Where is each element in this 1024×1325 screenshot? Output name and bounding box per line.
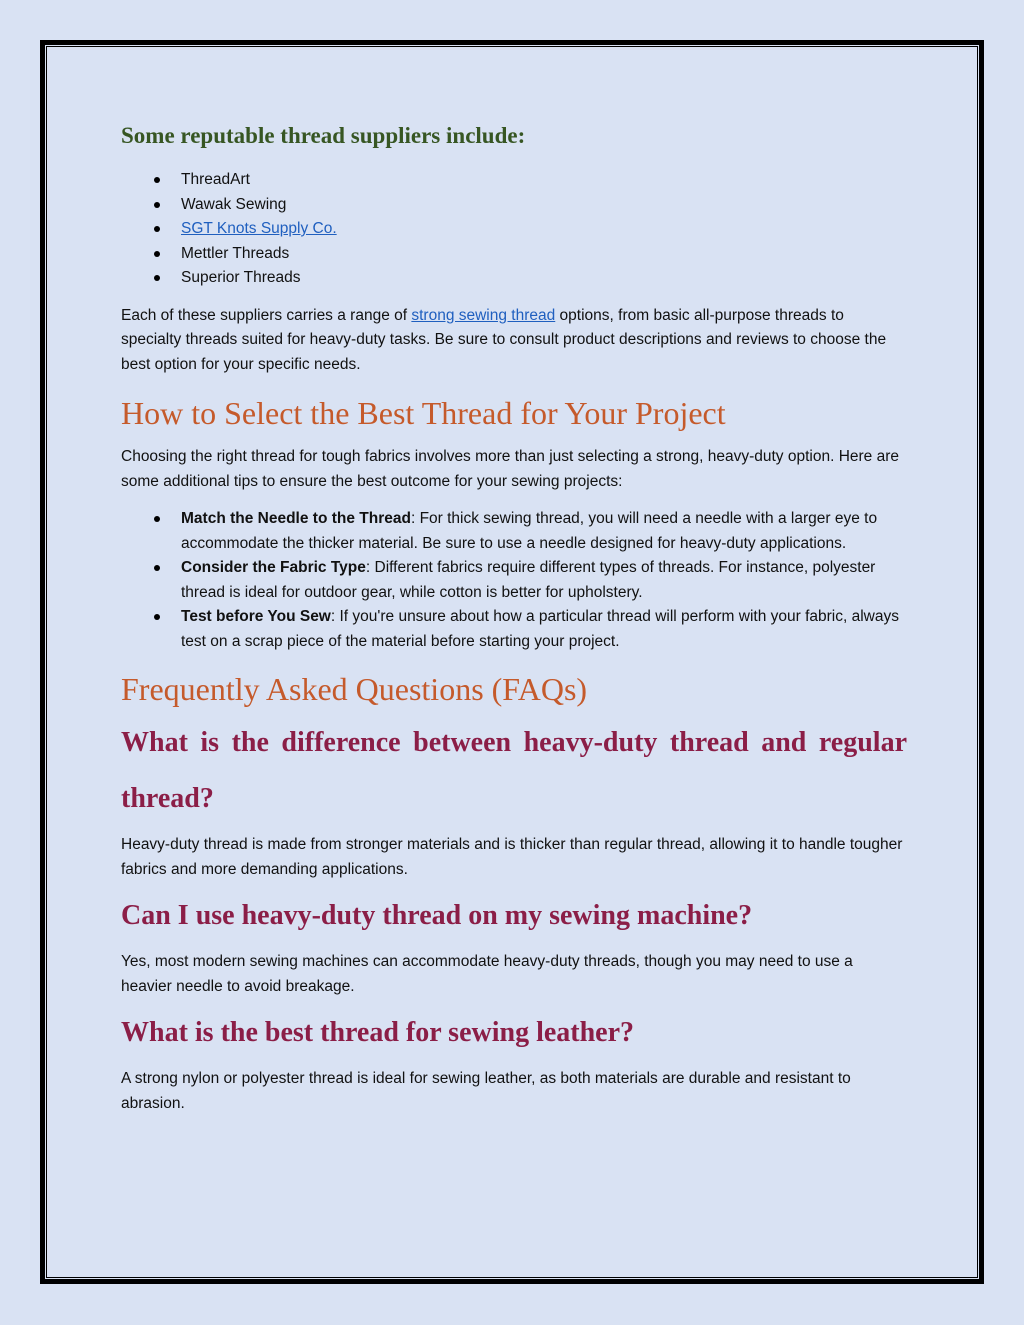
suppliers-paragraph: Each of these suppliers carries a range of strong sewing thread options, from basic all-purpose threads to specialty threads suited for heavy-duty tasks. Be sure to consult product descriptions and reviews to choose the best option for your specific needs. [121,306,887,373]
tip-title: Consider the Fabric Type [181,559,366,576]
supplier-wawak: Wawak Sewing [181,195,287,213]
faq-question-2: Can I use heavy-duty thread on my sewing machine? [121,900,753,931]
list-item [121,266,907,291]
tips-list [121,507,907,654]
faq-answer-2: Yes, most modern sewing machines can accommodate heavy-duty threads, though you may need to use a heavier needle to avoid breakage. [121,953,853,995]
suppliers-heading: Some reputable thread suppliers include: [121,123,526,148]
faq-heading: Frequently Asked Questions (FAQs) [121,671,588,707]
supplier-threadart: ThreadArt [181,171,250,188]
list-item [121,193,907,218]
faq-question-1: What is the difference between heavy-duty thread and regular thread? [121,727,907,814]
tip-title: Test before You Sew [181,608,331,625]
select-intro: Choosing the right thread for tough fabrics involves more than just selecting a strong, heavy-duty option. Here are some additional tips to ensure the best outcome for your sewing projects: [121,448,900,490]
tip-title: Match the Needle to the Thread [181,510,411,527]
faq-answer-3: A strong nylon or polyester thread is ideal for sewing leather, as both materials are durable and resistant to abrasion. [121,1070,851,1112]
tip-text: : Different fabrics require different types of threads. For instance, polyester thread is ideal for outdoor gear, while cotton is better for upholstery. [181,559,876,601]
list-item [121,556,907,605]
tip-text: : If you're unsure about how a particular thread will perform with your fabric, always test on a scrap piece of the material before starting your project. [181,608,899,650]
list-item [121,242,907,267]
faq-answer-1: Heavy-duty thread is made from stronger materials and is thicker than regular thread, allowing it to handle tougher fabrics and more demanding applications. [121,836,903,878]
supplier-superior: Superior Threads [181,269,301,286]
tip-text: : For thick sewing thread, you will need a needle with a larger eye to accommodate the thicker material. Be sure to use a needle designed for heavy-duty applications. [181,510,878,552]
select-heading: How to Select the Best Thread for Your Project [121,395,726,431]
list-item [121,168,907,193]
faq-question-3: What is the best thread for sewing leather? [121,1017,635,1048]
supplier-mettler: Mettler Threads [181,244,290,262]
suppliers-list [121,168,907,291]
list-item [121,605,907,654]
supplier-sgt-knots-link[interactable]: SGT Knots Supply Co. [181,220,337,237]
document-content [121,118,907,1116]
list-item [121,217,907,242]
list-item [121,507,907,556]
strong-sewing-thread-link[interactable]: strong sewing thread [411,306,556,324]
